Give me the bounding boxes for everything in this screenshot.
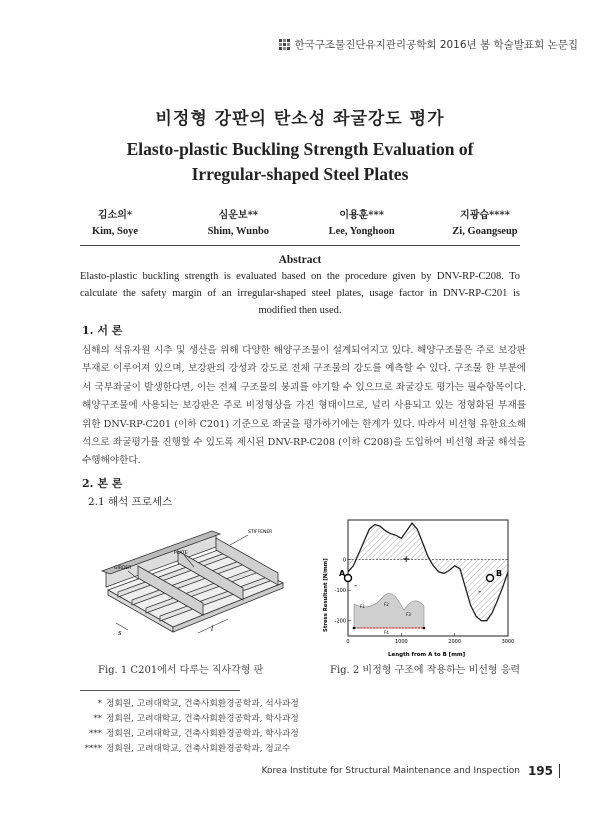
label-l: l xyxy=(211,625,214,633)
footnote-3 xyxy=(80,727,299,742)
author-1 xyxy=(60,208,170,240)
footnotes xyxy=(80,697,299,757)
author-4-en: Zi, Goangseup xyxy=(452,226,518,237)
label-plate: PLATE xyxy=(174,551,188,556)
author-2-en: Shim, Wunbo xyxy=(207,226,270,237)
footnote-2 xyxy=(80,712,299,727)
footnote-4-mark: **** xyxy=(84,744,102,754)
footnote-4-text: 정회원, 고려대학교, 건축사회환경공학과, 정교수 xyxy=(106,744,291,754)
x-tick-label: 0 xyxy=(346,639,350,645)
title-korean: 비정형 강판의 탄소성 좌굴강도 평가 xyxy=(155,109,445,129)
section-1-title: 1. 서 론 xyxy=(82,324,123,337)
section-2-title: 2. 본 론 xyxy=(82,477,123,490)
inset-label-f4: F4 xyxy=(384,630,389,635)
title-english-line1: Elasto-plastic Buckling Strength Evaluation of xyxy=(126,139,474,159)
author-3-en: Lee, Yonghoon xyxy=(328,226,395,237)
figure-2-stress-chart xyxy=(318,510,514,660)
footnote-1-mark: * xyxy=(97,699,102,709)
x-tick-label: 2000 xyxy=(448,639,462,645)
footer-institute: Korea Institute for Structural Maintenance and Inspection xyxy=(261,766,520,776)
minus-sign-right: - xyxy=(478,587,482,597)
author-1-en: Kim, Soye xyxy=(91,226,139,237)
figure-2-caption: Fig. 2 비정형 구조에 작용하는 비선형 응력 xyxy=(330,665,521,676)
label-girder: GIRDER xyxy=(114,566,132,571)
inset-label-f1: F1 xyxy=(360,604,365,609)
point-a-label: A xyxy=(339,569,346,578)
author-4-ko: 지광습 xyxy=(460,210,490,221)
y-axis-label: Stress Resultant [N/mm] xyxy=(323,558,329,632)
footnote-2-text: 정회원, 고려대학교, 건축사회환경공학과, 학사과정 xyxy=(106,714,299,724)
inset-point-b xyxy=(423,627,426,630)
author-2-mark: ** xyxy=(247,210,259,221)
page-number: 195 xyxy=(528,764,560,778)
footnote-4 xyxy=(80,742,299,757)
author-3-ko: 이용훈 xyxy=(339,210,369,221)
footnote-1 xyxy=(80,697,299,712)
author-1-ko: 김소의 xyxy=(97,210,127,221)
plus-sign: + xyxy=(402,554,411,565)
leader-stiffener xyxy=(230,535,248,545)
author-list xyxy=(60,208,540,240)
section-2-1-title: 2.1 해석 프로세스 xyxy=(88,496,173,508)
label-stiffener: STIFFENER xyxy=(248,530,273,535)
author-divider xyxy=(80,245,520,246)
title-english-line2: Irregular-shaped Steel Plates xyxy=(191,164,409,184)
section-1-text: 심해의 석유자원 시추 및 생산을 위해 다양한 해양구조물이 설계되어지고 있다. 해양구조물은 주로 보강판 부재로 이루어져 있으며, 보강판의 강성과 강도로 전체 구조물의 강도를 예측할 수 있다. 구조물 한 부분에서 국부좌굴이 발생한다면, 이는 전체 구조물의 붕괴를 야기할 수 있으므로 좌굴강도 평가는 필수항목이다. 해양구조물에 사용되는 보강판은 주로 비정형상을 가진 형태이므로, 널리 사용되고 있는 정형화된 부재를 위한 DNV-RP-C201 (이하 C201) 기준으로 좌굴을 평가하기에는 한계가 있다. 따라서 비선형 유한요소해석으로 좌굴평가를 진행할 수 있도록 제시된 DNV-RP-C208 (이하 C208)을 도입하여 비선형 좌굴 해석을 수행해야한다. xyxy=(82,345,526,467)
author-4-mark: **** xyxy=(489,210,510,221)
footnote-3-text: 정회원, 고려대학교, 건축사회환경공학과, 학사과정 xyxy=(106,729,299,739)
proceedings-title: 한국구조물진단유지관리공학회 2016년 봄 학술발표회 논문집 xyxy=(294,39,578,51)
label-s: s xyxy=(118,629,122,637)
inset-label-f3: F3 xyxy=(406,612,411,617)
footnote-divider xyxy=(80,690,240,691)
author-3 xyxy=(307,208,417,240)
inset-label-f2: F2 xyxy=(384,602,389,607)
minus-sign-left: - xyxy=(354,581,358,591)
figure-1-stiffened-plate xyxy=(98,505,288,655)
proceedings-header xyxy=(279,37,578,52)
figure-1-caption: Fig. 1 C201에서 다루는 직사각형 판 xyxy=(98,665,264,676)
inset-point-a xyxy=(353,627,356,630)
point-a-marker xyxy=(345,575,352,582)
logo-grid-icon xyxy=(279,39,290,50)
author-1-mark: * xyxy=(126,210,133,221)
footnote-2-mark: ** xyxy=(93,714,102,724)
x-tick-label: 1000 xyxy=(394,639,408,645)
abstract-text: Elasto-plastic buckling strength is evaluated based on the procedure given by DNV-RP-C208. To calculate the safety margin of an irregular-shaped steel plates, usage factor in DNV-RP-C201 is modified then used. xyxy=(80,271,520,316)
point-b-label: B xyxy=(496,569,503,578)
y-tick-label: -200 xyxy=(334,618,346,625)
x-tick-label: 3000 xyxy=(501,639,514,645)
author-2 xyxy=(183,208,293,240)
author-4 xyxy=(430,208,540,240)
author-2-ko: 심운보 xyxy=(218,210,248,221)
footnote-3-mark: *** xyxy=(88,729,102,739)
point-b-marker xyxy=(487,575,494,582)
y-tick-label: 0 xyxy=(342,557,346,564)
footnote-1-text: 정회원, 고려대학교, 건축사회환경공학과, 석사과정 xyxy=(106,699,299,709)
author-3-mark: *** xyxy=(368,210,384,221)
x-axis-label: Length from A to B [mm] xyxy=(388,652,466,658)
abstract-title: Abstract xyxy=(278,254,322,266)
page-footer xyxy=(262,764,560,778)
title-english xyxy=(0,137,600,187)
y-tick-label: -100 xyxy=(334,588,346,595)
